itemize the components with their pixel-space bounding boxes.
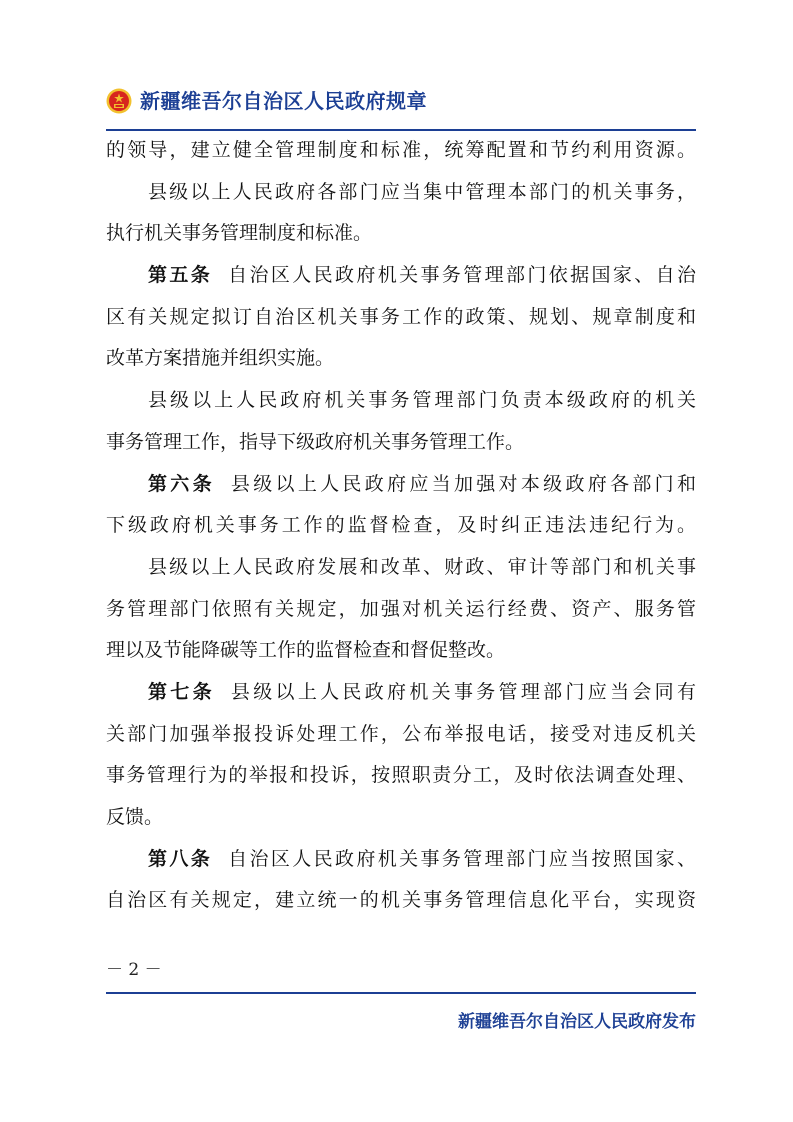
footer-publisher: 新疆维吾尔自治区人民政府发布 xyxy=(458,1012,696,1032)
page-header xyxy=(106,84,696,124)
article-text: 自治区人民政府机关事务管理部门依据国家、自治 xyxy=(228,264,696,287)
article-line xyxy=(106,672,696,714)
footer-divider xyxy=(106,992,696,994)
text-line: 理以及节能降碳等工作的监督检查和督促整改。 xyxy=(106,639,506,662)
article-line xyxy=(106,255,696,297)
article-text: 县级以上人民政府应当加强对本级政府各部门和 xyxy=(230,472,696,495)
text-line: 事务管理工作，指导下级政府机关事务管理工作。 xyxy=(106,430,525,453)
text-line: 县级以上人民政府各部门应当集中管理本部门的机关事务， xyxy=(148,180,696,203)
text-line: 执行机关事务管理制度和标准。 xyxy=(106,222,373,245)
header-title: 新疆维吾尔自治区人民政府规章 xyxy=(140,89,427,113)
text-line: 下级政府机关事务工作的监督检查，及时纠正违法违纪行为。 xyxy=(106,514,696,537)
text-line: 事务管理行为的举报和投诉，按照职责分工，及时依法调查处理、 xyxy=(106,764,696,787)
article-line xyxy=(106,464,696,506)
article-number: 第七条 xyxy=(148,680,215,703)
text-line: 区有关规定拟订自治区机关事务工作的政策、规划、规章制度和 xyxy=(106,305,696,328)
text-line: 反馈。 xyxy=(106,806,164,828)
text-line: 务管理部门依照有关规定，加强对机关运行经费、资产、服务管 xyxy=(106,597,696,620)
article-number: 第八条 xyxy=(148,847,213,870)
text-line: 自治区有关规定，建立统一的机关事务管理信息化平台，实现资 xyxy=(106,889,696,912)
article-number: 第五条 xyxy=(148,264,213,287)
national-emblem-icon xyxy=(106,88,132,114)
text-line: 县级以上人民政府发展和改革、财政、审计等部门和机关事 xyxy=(148,555,696,578)
article-number: 第六条 xyxy=(148,472,215,495)
text-line: 县级以上人民政府机关事务管理部门负责本级政府的机关 xyxy=(148,389,696,412)
article-text: 县级以上人民政府机关事务管理部门应当会同有 xyxy=(230,680,696,703)
text-line: 的领导，建立健全管理制度和标准，统筹配置和节约利用资源。 xyxy=(106,139,696,161)
text-line: 改革方案措施并组织实施。 xyxy=(106,347,335,370)
document-body xyxy=(106,130,696,922)
text-line: 关部门加强举报投诉处理工作，公布举报电话，接受对违反机关 xyxy=(106,722,696,745)
article-text: 自治区人民政府机关事务管理部门应当按照国家、 xyxy=(228,847,696,870)
article-line xyxy=(106,839,696,881)
page-number: － 2 － xyxy=(106,960,162,980)
